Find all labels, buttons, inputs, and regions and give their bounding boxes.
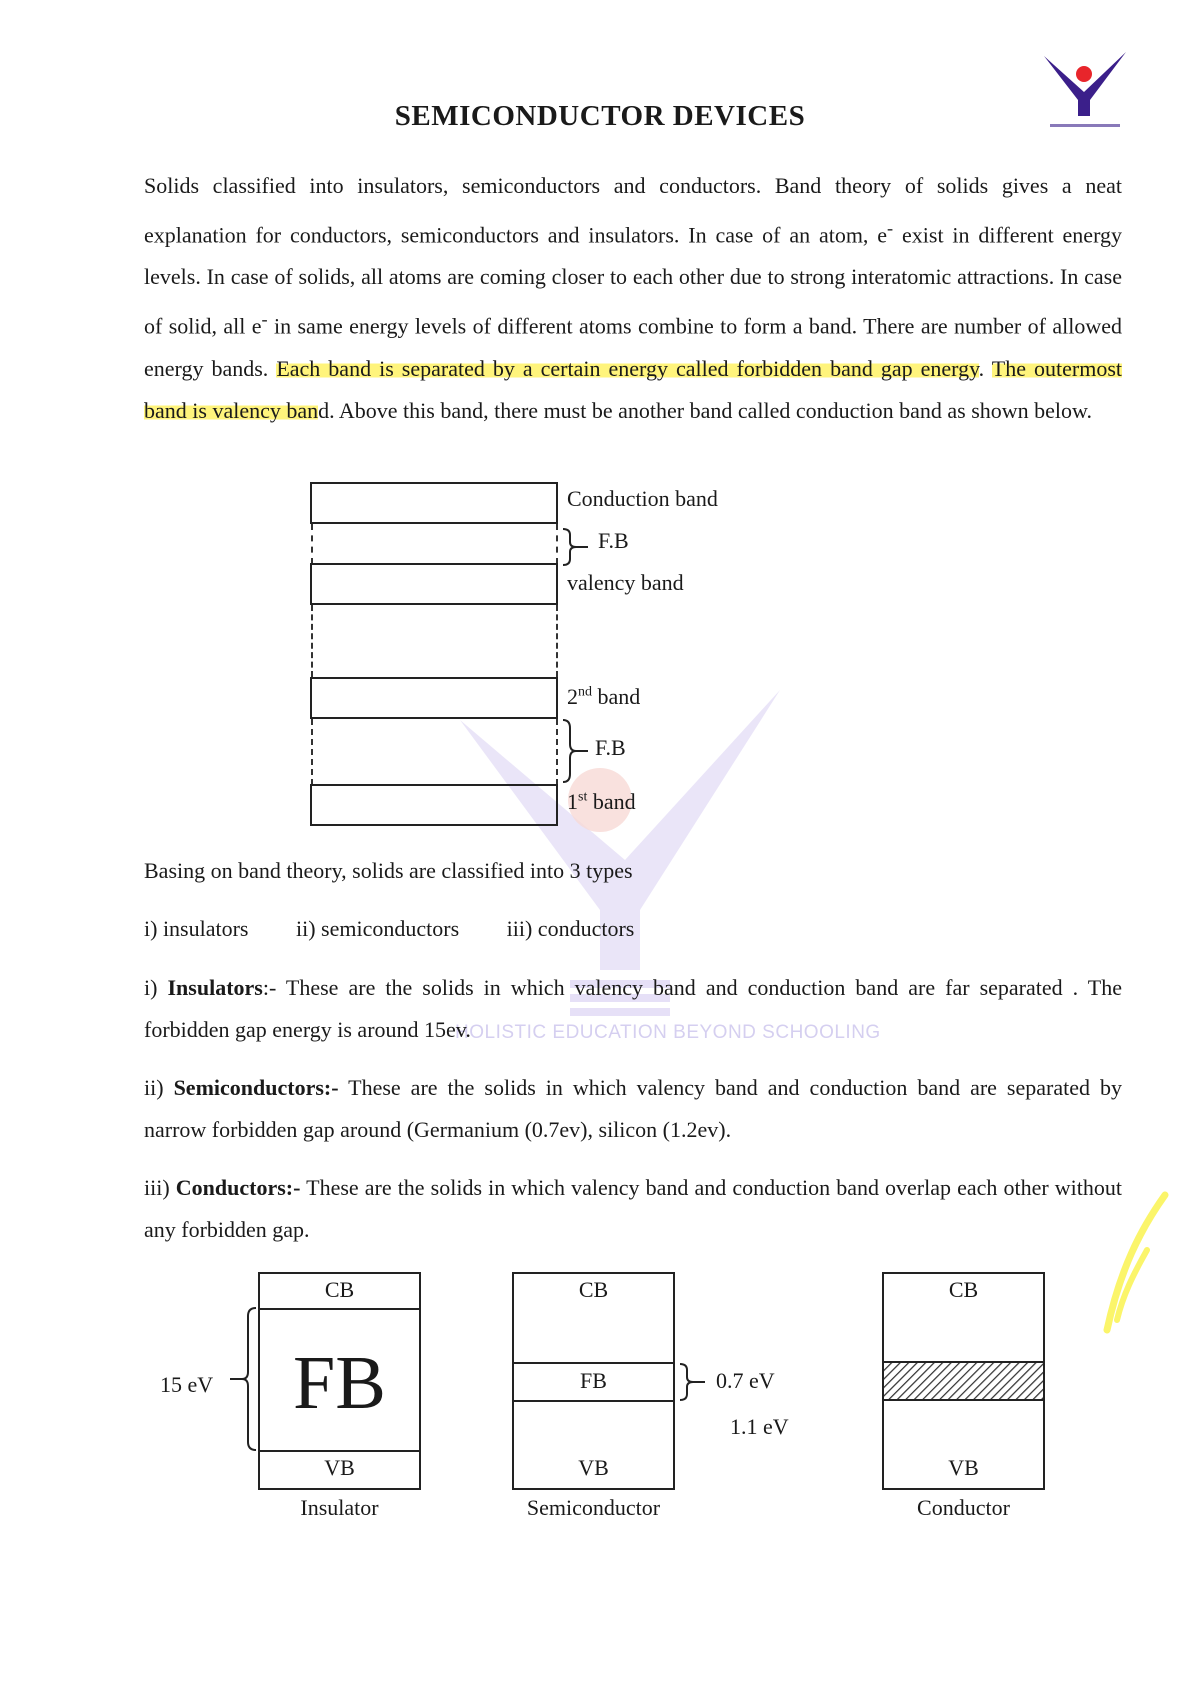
insulator-brace xyxy=(228,1306,258,1452)
semiconductors-paragraph: ii) Semiconductors:- These are the solids in which valency band and conduction band are separated by narrow forbidden gap around (Germanium (0.7ev), silicon (1.2ev). xyxy=(144,1075,1122,1142)
brace-upper xyxy=(560,527,590,567)
insulator-vb-label: VB xyxy=(324,1455,355,1480)
types-list xyxy=(144,916,676,942)
conductor-overlap-hatch xyxy=(884,1361,1043,1401)
conductors-paragraph: iii) Conductors:- These are the solids in which valency band and conduction band overlap each other without any forbidden gap. xyxy=(144,1175,1123,1242)
fb-lower-label: F.B xyxy=(595,735,626,760)
type-conductors: iii) conductors xyxy=(506,916,635,941)
fb-upper-label: F.B xyxy=(598,528,629,553)
valency-band-box xyxy=(310,563,558,605)
insulator-cb-label: CB xyxy=(324,1277,355,1302)
insulators-paragraph: i) Insulators:- These are the solids in which valency band and conduction band are far separated . The forbidden gap energy is around 15ev. xyxy=(144,975,1122,1042)
insulator-energy-label: 15 eV xyxy=(160,1372,214,1397)
semiconductor-fb-label: FB xyxy=(580,1368,607,1393)
semiconductor-caption: Semiconductor xyxy=(526,1495,661,1520)
first-band-box xyxy=(310,784,558,826)
semiconductor-brace xyxy=(677,1362,707,1402)
conductor-vb-label: VB xyxy=(948,1455,979,1480)
highlight-valency-band: The outermost band is valency ban xyxy=(144,355,1122,423)
semiconductor-energy-fb: 0.7 eV xyxy=(716,1368,775,1393)
watermark-tagline: HOLISTIC EDUCATION BEYOND SCHOOLING xyxy=(455,1022,881,1043)
highlight-forbidden-gap: Each band is separated by a certain energy called forbidden band gap energy xyxy=(276,355,979,381)
conductor-cb-label: CB xyxy=(948,1277,979,1302)
classification-intro: Basing on band theory, solids are classified into 3 types xyxy=(144,858,633,883)
first-band-label: 1st band xyxy=(567,789,636,814)
insulator-fb-label: FB xyxy=(293,1341,386,1425)
second-band-label: 2nd band xyxy=(567,684,641,709)
type-semiconductors: ii) semiconductors xyxy=(296,916,460,941)
semiconductor-vb-label: VB xyxy=(578,1455,609,1480)
intro-paragraph: Solids classified into insulators, semiconductors and conductors. Band theory of solids gives a neat explanation for conductors, semiconductors and insulators. In case of an atom, e- exist in different energy levels. In case of solids, all atoms are coming closer to each other due to strong interatomic attractions. In case of solid, all e- in same energy levels of different atoms combine to form a band. There are number of allowed energy bands. Each band is separated by a certain energy called forbidden band gap energy. The outermost band is valency band. Above this band, there must be another band called conduction band as shown below. xyxy=(144,173,1122,423)
page-title: SEMICONDUCTOR DEVICES xyxy=(394,100,806,132)
type-insulators: i) insulators xyxy=(144,916,249,941)
second-band-box xyxy=(310,677,558,719)
conductor-caption: Conductor xyxy=(917,1495,1010,1520)
valency-band-label: valency band xyxy=(567,570,684,595)
conduction-band-label: Conduction band xyxy=(567,486,718,511)
brace-lower xyxy=(560,718,590,784)
semiconductor-cb-label: CB xyxy=(578,1277,609,1302)
semiconductor-energy-other: 1.1 eV xyxy=(730,1414,789,1439)
conduction-band-box xyxy=(310,482,558,524)
insulator-caption: Insulator xyxy=(300,1495,379,1520)
